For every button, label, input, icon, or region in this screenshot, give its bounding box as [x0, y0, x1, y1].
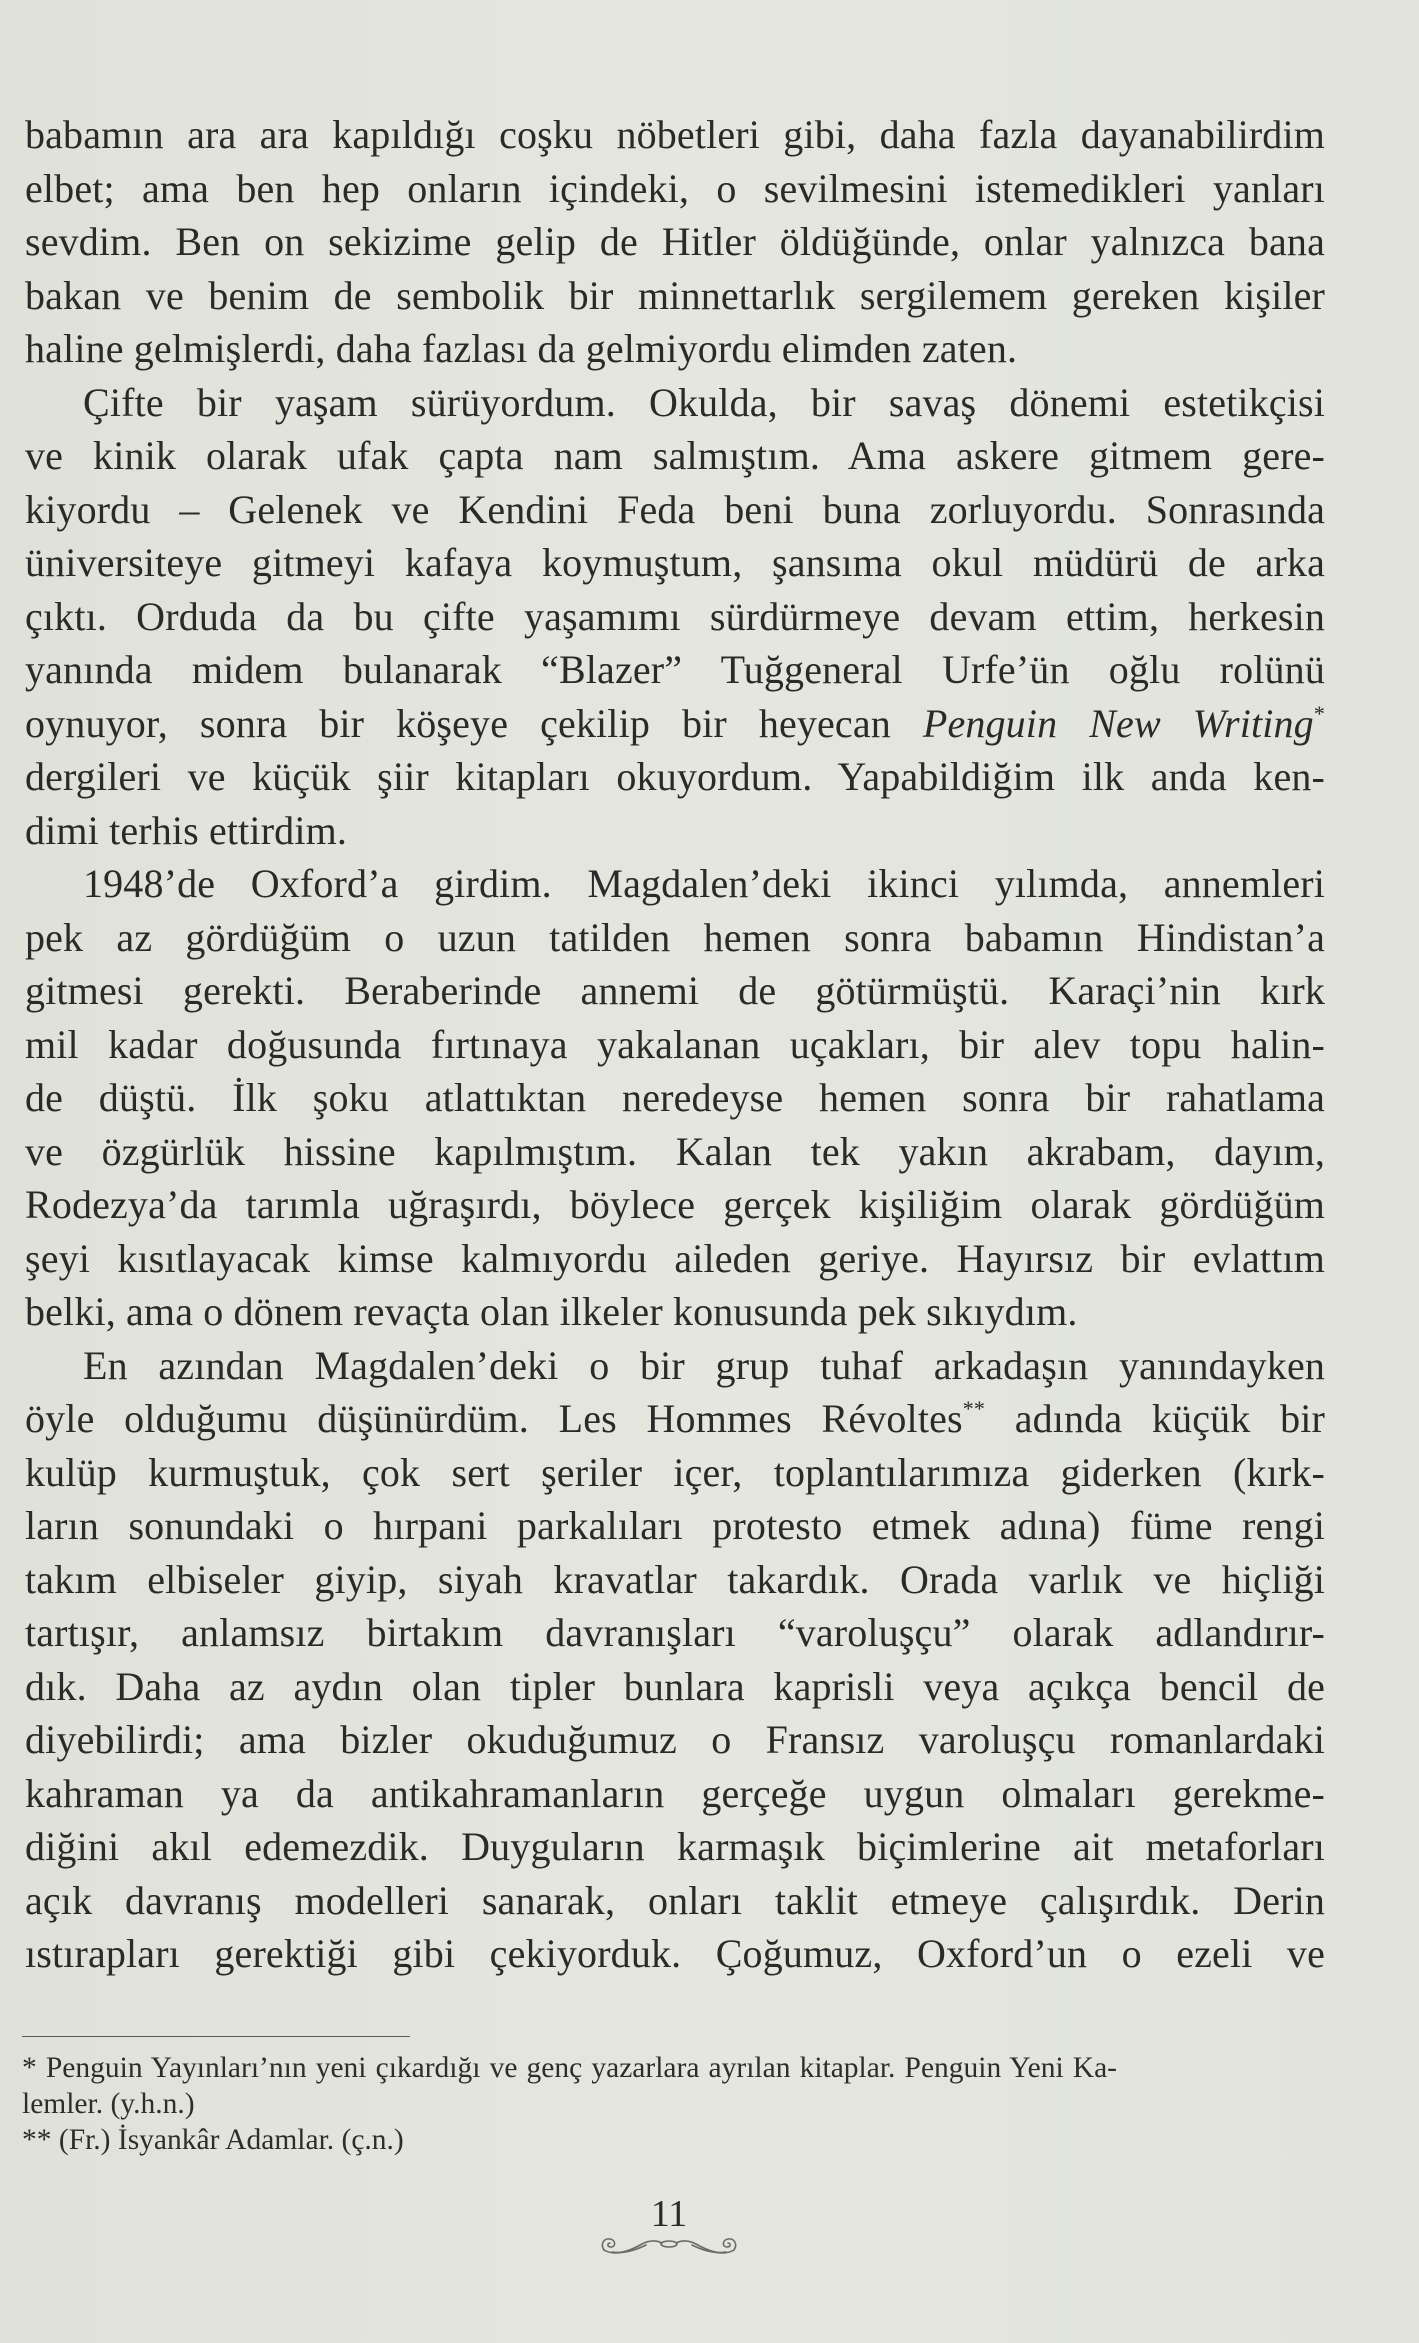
footnote-ref-2[interactable]: ** — [962, 1396, 986, 1421]
text-line: bakan ve benim de sembolik bir minnettarlık sergilemem gereken kişiler — [25, 272, 1325, 318]
text-line: kahraman ya da antikahramanların gerçeğe uygun olmaları gerekme- — [25, 1770, 1325, 1816]
text-line: Çifte bir yaşam sürüyordum. Okulda, bir savaş dönemi estetikçisi — [83, 379, 1325, 425]
text-line: ıstırapları gerektiği gibi çekiyorduk. Çoğumuz, Oxford’un o ezeli ve — [25, 1931, 1325, 1976]
footnote-ref-1[interactable]: * — [1313, 700, 1325, 726]
text-line: mil kadar doğusunda fırtınaya yakalanan uçakları, bir alev topu halin- — [25, 1021, 1325, 1067]
text-line: diyebilirdi; ama bizler okuduğumuz o Fransız varoluşçu romanlardaki — [25, 1717, 1325, 1762]
text-line: çıktı. Orduda da bu çifte yaşamımı sürdürmeye devam ettim, herkesin — [25, 593, 1325, 639]
text-line: haline gelmişlerdi, daha fazlası da gelmiyordu elimden zaten. — [25, 326, 1018, 371]
footnote-2-line: ** (Fr.) İsyankâr Adamlar. (ç.n.) — [22, 2124, 404, 2156]
paragraph — [25, 376, 1325, 858]
text-segment: öyle olduğumu düşünürdüm. Les Hommes Révoltes — [25, 1396, 963, 1441]
page-number: 11 — [650, 2193, 688, 2235]
text-line: diğini akıl edemezdik. Duyguların karmaşık biçimlerine ait metaforları — [25, 1824, 1325, 1869]
text-segment: oynuyor, sonra bir köşeye çekilip bir heyecan — [25, 700, 923, 746]
text-segment: adında küçük bir — [985, 1396, 1326, 1441]
text-line: belki, ama o dönem revaçta olan ilkeler konusunda pek sıkıydım. — [25, 1289, 1078, 1334]
text-line: Rodezya’da tarımla uğraşırdı, böylece gerçek kişiliğim olarak gördüğüm — [25, 1182, 1325, 1227]
text-line: dimi terhis ettirdim. — [25, 807, 347, 853]
text-line: tartışır, anlamsız birtakım davranışları “varoluşçu” olarak adlandırır- — [25, 1610, 1325, 1655]
text-line — [25, 1392, 1325, 1446]
paragraph — [25, 857, 1325, 1339]
footnote-1-line: * Penguin Yayınları’nın yeni çıkardığı ve genç yazarlara ayrılan kitaplar. Penguin Yeni Ka- — [22, 2052, 1117, 2084]
text-line — [25, 697, 1325, 751]
text-line: elbet; ama ben hep onların içindeki, o sevilmesini istemedikleri yanları — [25, 165, 1325, 211]
text-line: kiyordu – Gelenek ve Kendini Feda beni buna zorluyordu. Sonrasında — [25, 486, 1325, 532]
text-line: açık davranış modelleri sanarak, onları taklit etmeye çalışırdık. Derin — [25, 1877, 1325, 1923]
paragraph — [25, 108, 1325, 376]
body-text — [25, 108, 1325, 1981]
text-line: ların sonundaki o hırpani parkalıları protesto etmek adına) füme rengi — [25, 1503, 1325, 1548]
text-line: gitmesi gerekti. Beraberinde annemi de götürmüştü. Karaçi’nin kırk — [25, 968, 1325, 1013]
text-line: şeyi kısıtlayacak kimse kalmıyordu aileden geriye. Hayırsız bir evlattım — [25, 1235, 1325, 1281]
scroll-flourish-icon — [598, 2232, 740, 2258]
text-line: yanında midem bulanarak “Blazer” Tuğgeneral Urfe’ün oğlu rolünü — [25, 647, 1325, 692]
italic-title: Penguin New Writing — [922, 700, 1314, 746]
text-line: En azından Magdalen’deki o bir grup tuhaf arkadaşın yanındayken — [83, 1342, 1325, 1388]
text-line: takım elbiseler giyip, siyah kravatlar takardık. Orada varlık ve hiçliği — [25, 1556, 1325, 1602]
text-line: sevdim. Ben on sekizime gelip de Hitler öldüğünde, onlar yalnızca bana — [25, 219, 1325, 264]
text-line: babamın ara ara kapıldığı coşku nöbetleri gibi, daha fazla dayanabilirdim — [25, 112, 1325, 157]
text-line: pek az gördüğüm o uzun tatilden hemen sonra babamın Hindistan’a — [25, 914, 1325, 960]
text-line: üniversiteye gitmeyi kafaya koymuştum, şansıma okul müdürü de arka — [25, 540, 1325, 585]
text-line: kulüp kurmuştuk, çok sert şeriler içer, toplantılarımıza giderken (kırk- — [25, 1449, 1325, 1495]
footnote-divider — [22, 2036, 410, 2037]
footnotes — [22, 2050, 1117, 2158]
paragraph — [25, 1339, 1325, 1981]
footnote-1-line: lemler. (y.h.n.) — [22, 2088, 195, 2120]
text-line: de düştü. İlk şoku atlattıktan neredeyse hemen sonra bir rahatlama — [25, 1075, 1325, 1120]
text-line: ve özgürlük hissine kapılmıştım. Kalan tek yakın akrabam, dayım, — [25, 1128, 1325, 1174]
text-line: ve kinik olarak ufak çapta nam salmıştım. Ama askere gitmem gere- — [25, 433, 1325, 478]
text-line: dık. Daha az aydın olan tipler bunlara kaprisli veya açıkça bencil de — [25, 1663, 1325, 1709]
text-line: 1948’de Oxford’a girdim. Magdalen’deki ikinci yılımda, annemleri — [83, 861, 1325, 906]
text-line: dergileri ve küçük şiir kitapları okuyordum. Yapabildiğim ilk anda ken- — [25, 754, 1325, 799]
